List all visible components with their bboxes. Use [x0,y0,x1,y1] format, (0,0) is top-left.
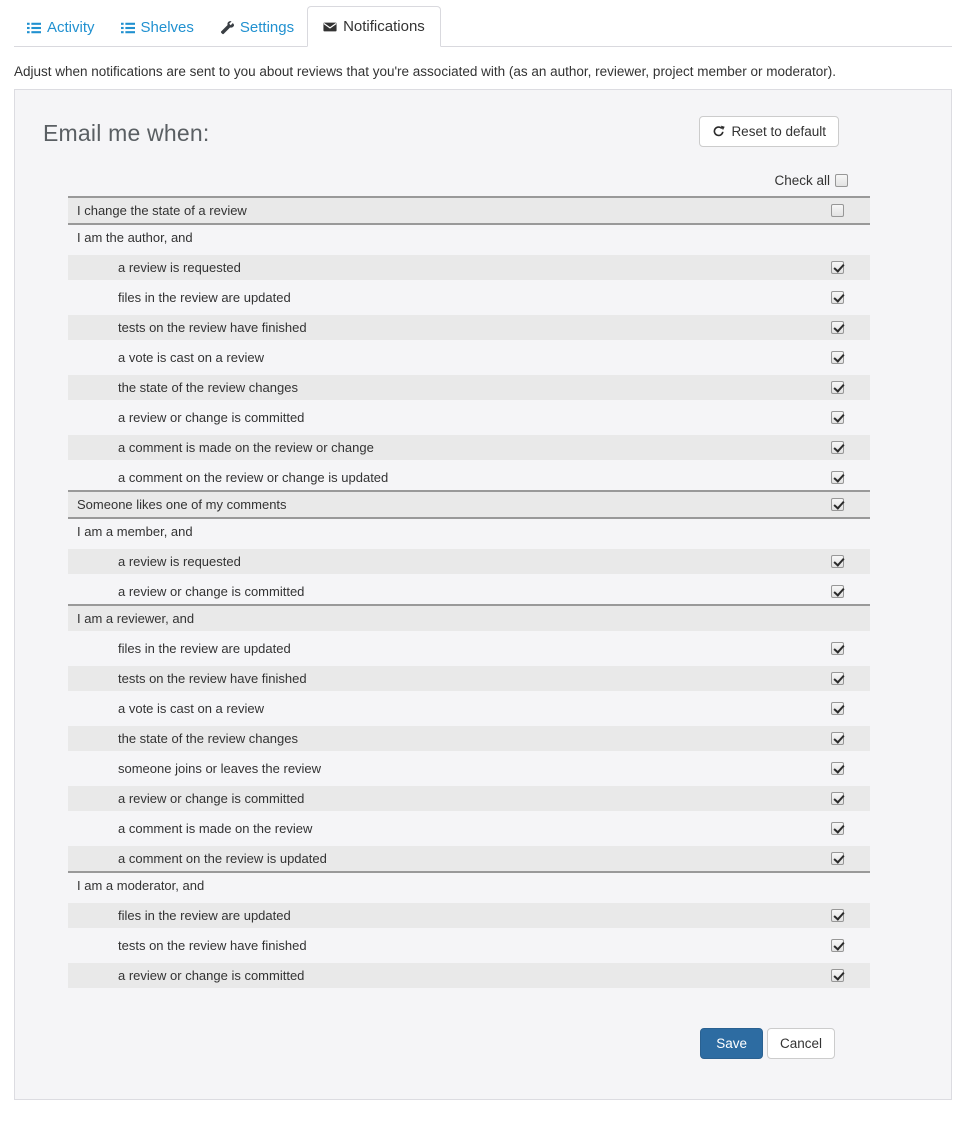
table-row [68,811,870,841]
tab-label: Notifications [343,18,425,35]
tab-label: Shelves [140,19,194,36]
table-row [68,340,870,370]
table-row [68,223,870,250]
row-checkbox[interactable] [831,441,844,454]
row-checkbox[interactable] [831,672,844,685]
row-label: a comment is made on the review or change [118,440,374,455]
row-label: a comment is made on the review [118,821,313,836]
reset-button-label: Reset to default [731,124,826,139]
table-row [68,490,870,517]
table-row [68,841,870,871]
table-row [68,460,870,490]
table-row [68,928,870,958]
row-label: I am a reviewer, and [77,611,195,626]
row-checkbox[interactable] [831,762,844,775]
cancel-button[interactable]: Cancel [767,1028,835,1059]
row-label: files in the review are updated [118,290,291,305]
tab-shelves[interactable] [108,10,207,46]
table-row [68,721,870,751]
table-row [68,898,870,928]
row-label: a vote is cast on a review [118,350,264,365]
table-row [68,517,870,544]
list-icon [27,21,41,35]
row-checkbox[interactable] [831,411,844,424]
row-label: Someone likes one of my comments [77,497,287,512]
row-checkbox[interactable] [831,909,844,922]
row-label: a review is requested [118,260,241,275]
row-label: a review or change is committed [118,968,305,983]
row-label: the state of the review changes [118,380,298,395]
row-label: I am a moderator, and [77,878,205,893]
row-label: files in the review are updated [118,641,291,656]
check-all-checkbox[interactable] [835,174,848,187]
row-label: tests on the review have finished [118,320,307,335]
table-row [68,250,870,280]
panel-header [15,116,951,147]
row-checkbox[interactable] [831,822,844,835]
tab-activity[interactable] [14,10,108,46]
table-row [68,871,870,898]
row-checkbox[interactable] [831,732,844,745]
tab-bar [14,6,952,47]
row-label: I change the state of a review [77,203,247,218]
row-label: tests on the review have finished [118,938,307,953]
tab-label: Activity [47,19,95,36]
tab-label: Settings [239,19,295,36]
email-me-when-heading: Email me when: [43,120,210,146]
row-checkbox[interactable] [831,702,844,715]
row-checkbox[interactable] [831,498,844,511]
envelope-icon [323,20,337,34]
row-label: files in the review are updated [118,908,291,923]
row-checkbox[interactable] [831,642,844,655]
row-label: a comment on the review is updated [118,851,327,866]
check-all-label: Check all [774,173,830,188]
row-label: tests on the review have finished [118,671,307,686]
wrench-icon [220,21,234,35]
row-checkbox[interactable] [831,351,844,364]
row-checkbox[interactable] [831,555,844,568]
row-label: a comment on the review or change is updated [118,470,389,485]
table-row [68,958,870,988]
table-row [68,661,870,691]
row-checkbox[interactable] [831,261,844,274]
tab-settings[interactable] [207,10,307,46]
table-row [68,574,870,604]
settings-panel [14,89,952,1100]
row-label: a review or change is committed [118,584,305,599]
table-row [68,691,870,721]
row-label: a review or change is committed [118,791,305,806]
row-checkbox[interactable] [831,585,844,598]
row-checkbox[interactable] [831,939,844,952]
description-text: Adjust when notifications are sent to you about reviews that you're associated with (as an author, reviewer, project member or moderator). [14,64,836,79]
notification-rows [68,196,870,988]
row-label: I am the author, and [77,230,193,245]
page [0,6,966,1100]
table-row [68,631,870,661]
check-all-row [68,173,870,188]
list-icon [121,21,135,35]
row-label: a vote is cast on a review [118,701,264,716]
notification-table [68,173,870,1059]
row-label: the state of the review changes [118,731,298,746]
table-row [68,544,870,574]
row-label: a review is requested [118,554,241,569]
refresh-icon [712,125,725,138]
table-row [68,280,870,310]
reset-to-default-button[interactable] [699,116,839,147]
row-checkbox[interactable] [831,852,844,865]
tab-notifications[interactable] [307,6,441,47]
table-row [68,751,870,781]
row-checkbox[interactable] [831,792,844,805]
row-label: a review or change is committed [118,410,305,425]
row-label: someone joins or leaves the review [118,761,322,776]
form-actions [68,1028,835,1059]
table-row [68,400,870,430]
save-button[interactable]: Save [700,1028,763,1059]
row-checkbox[interactable] [831,381,844,394]
table-row [68,370,870,400]
table-row [68,781,870,811]
table-row [68,310,870,340]
row-label: I am a member, and [77,524,193,539]
row-checkbox[interactable] [831,321,844,334]
row-checkbox[interactable] [831,471,844,484]
row-checkbox[interactable] [831,969,844,982]
table-row [68,604,870,631]
table-row [68,430,870,460]
row-checkbox[interactable] [831,204,844,217]
row-checkbox[interactable] [831,291,844,304]
table-row [68,196,870,223]
